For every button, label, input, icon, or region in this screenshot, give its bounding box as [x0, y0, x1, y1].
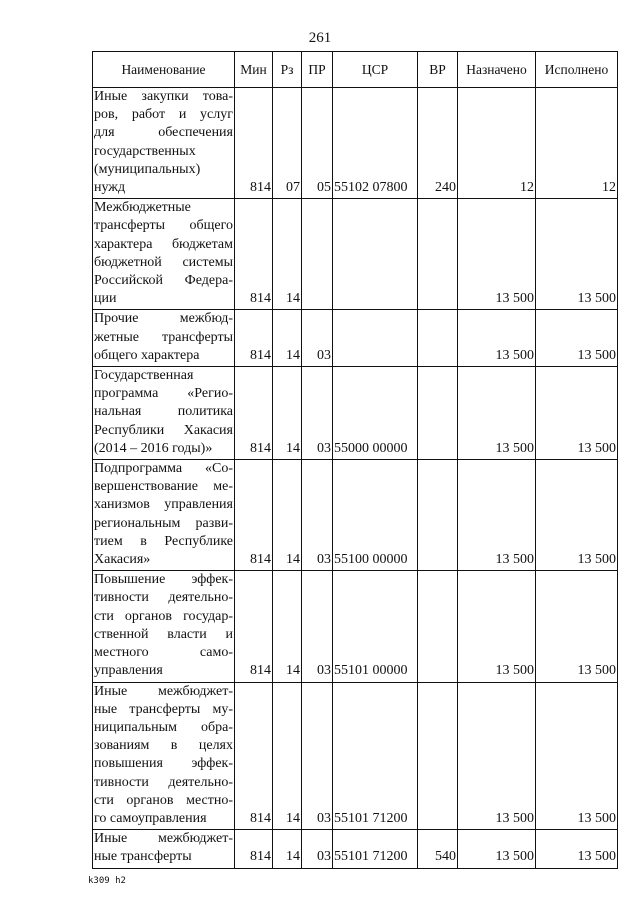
row-min-cell: 814	[235, 310, 273, 367]
row-vr-cell	[418, 310, 458, 367]
row-vr-cell: 540	[418, 830, 458, 868]
row-name-line: зованиям в целях	[94, 738, 233, 754]
table-row	[93, 571, 618, 682]
row-name-line: ные трансферты	[94, 849, 192, 865]
row-name-line: ции	[94, 291, 117, 307]
header-csr: ЦСР	[333, 52, 418, 88]
header-executed: Исполнено	[536, 52, 618, 88]
row-name-cell	[93, 367, 235, 460]
row-vr-cell	[418, 460, 458, 571]
row-name-line: местного само-	[94, 645, 233, 661]
table-row	[93, 199, 618, 310]
row-min-cell: 814	[235, 830, 273, 868]
row-name-line: ров, работ и услуг	[94, 107, 233, 123]
row-min-cell: 814	[235, 199, 273, 310]
row-assigned-cell: 12	[458, 88, 536, 199]
row-name-line: программа «Регио-	[94, 386, 233, 402]
row-assigned-cell: 13 500	[458, 830, 536, 868]
row-name-cell	[93, 460, 235, 571]
row-pr-cell: 03	[302, 571, 333, 682]
row-executed-cell: 13 500	[536, 682, 618, 830]
row-vr-cell	[418, 571, 458, 682]
row-name-line: ниципальным обра-	[94, 719, 233, 735]
row-pr-cell: 05	[302, 88, 333, 199]
row-name-line: региональным разви-	[94, 515, 233, 531]
row-name-line: (2014 – 2016 годы)»	[94, 440, 213, 456]
row-csr-cell: 55101 71200	[333, 682, 418, 830]
row-name-line: трансферты общего	[94, 218, 233, 234]
table-row	[93, 88, 618, 199]
row-min-cell: 814	[235, 682, 273, 830]
footer-code: k309 h2	[88, 876, 126, 886]
row-name-line: общего характера	[94, 347, 200, 363]
row-name-line: характера бюджетам	[94, 236, 233, 252]
row-name-cell	[93, 682, 235, 830]
row-rz-cell: 07	[273, 88, 302, 199]
row-assigned-cell: 13 500	[458, 367, 536, 460]
row-csr-cell: 55100 00000	[333, 460, 418, 571]
header-min: Мин	[235, 52, 273, 88]
row-min-cell: 814	[235, 367, 273, 460]
row-name-line: тивности деятельно-	[94, 590, 233, 606]
row-vr-cell	[418, 682, 458, 830]
row-name-line: бюджетной системы	[94, 254, 233, 270]
header-rz: Рз	[273, 52, 302, 88]
row-min-cell: 814	[235, 571, 273, 682]
row-executed-cell: 13 500	[536, 830, 618, 868]
row-vr-cell	[418, 367, 458, 460]
row-name-line: Иные межбюджет-	[94, 831, 233, 847]
row-csr-cell: 55102 07800	[333, 88, 418, 199]
row-pr-cell: 03	[302, 682, 333, 830]
row-pr-cell: 03	[302, 310, 333, 367]
row-assigned-cell: 13 500	[458, 571, 536, 682]
header-name: Наименование	[93, 52, 235, 88]
row-name-line: Хакасия»	[94, 552, 151, 568]
table-row	[93, 460, 618, 571]
table-row	[93, 830, 618, 868]
row-executed-cell: 13 500	[536, 199, 618, 310]
row-csr-cell: 55101 71200	[333, 830, 418, 868]
header-vr: ВР	[418, 52, 458, 88]
row-min-cell: 814	[235, 88, 273, 199]
row-executed-cell: 13 500	[536, 367, 618, 460]
row-name-line: сти органов местно-	[94, 792, 233, 808]
row-name-line: жетные трансферты	[94, 329, 233, 345]
row-name-line: ханизмов управления	[94, 497, 233, 513]
row-pr-cell: 03	[302, 367, 333, 460]
row-assigned-cell: 13 500	[458, 199, 536, 310]
budget-table	[92, 51, 618, 869]
row-min-cell: 814	[235, 460, 273, 571]
row-csr-cell: 55000 00000	[333, 367, 418, 460]
row-executed-cell: 13 500	[536, 460, 618, 571]
row-rz-cell: 14	[273, 199, 302, 310]
row-executed-cell: 12	[536, 88, 618, 199]
row-rz-cell: 14	[273, 571, 302, 682]
row-name-line: сти органов государ-	[94, 608, 233, 624]
row-name-line: Прочие межбюд-	[94, 311, 233, 327]
row-name-cell	[93, 571, 235, 682]
header-assigned: Назначено	[458, 52, 536, 88]
row-assigned-cell: 13 500	[458, 310, 536, 367]
row-name-line: управления	[94, 663, 163, 679]
header-pr: ПР	[302, 52, 333, 88]
table-row	[93, 367, 618, 460]
row-rz-cell: 14	[273, 460, 302, 571]
table-row	[93, 310, 618, 367]
row-name-line: государственных	[94, 143, 196, 159]
row-name-line: Иные межбюджет-	[94, 683, 233, 699]
row-rz-cell: 14	[273, 367, 302, 460]
row-name-cell	[93, 88, 235, 199]
row-csr-cell	[333, 310, 418, 367]
row-name-line: ные трансферты му-	[94, 701, 233, 717]
row-name-cell	[93, 830, 235, 868]
row-vr-cell	[418, 199, 458, 310]
page-number: 261	[308, 30, 332, 46]
row-name-line: Республики Хакасия	[94, 422, 233, 438]
table-body	[93, 88, 618, 869]
row-pr-cell: 03	[302, 830, 333, 868]
row-name-line: нальная политика	[94, 404, 233, 420]
row-name-line: Российской Федера-	[94, 273, 233, 289]
row-vr-cell: 240	[418, 88, 458, 199]
row-assigned-cell: 13 500	[458, 682, 536, 830]
row-name-line: го самоуправления	[94, 810, 207, 826]
row-name-cell	[93, 310, 235, 367]
row-name-line: тивности деятельно-	[94, 774, 233, 790]
row-csr-cell: 55101 00000	[333, 571, 418, 682]
row-name-line: тием в Республике	[94, 533, 233, 549]
row-name-line: ственной власти и	[94, 626, 233, 642]
row-name-line: Подпрограмма «Со-	[94, 461, 233, 477]
row-name-line: (муниципальных)	[94, 161, 201, 177]
row-rz-cell: 14	[273, 830, 302, 868]
row-name-cell	[93, 199, 235, 310]
row-name-line: Повышение эффек-	[94, 572, 233, 588]
row-rz-cell: 14	[273, 682, 302, 830]
row-name-line: повышения эффек-	[94, 756, 233, 772]
row-name-line: Государственная	[94, 368, 194, 384]
table-row	[93, 682, 618, 830]
row-name-line: вершенствование ме-	[94, 479, 233, 495]
row-name-line: Межбюджетные	[94, 200, 191, 216]
row-name-line: Иные закупки това-	[94, 89, 233, 104]
row-executed-cell: 13 500	[536, 310, 618, 367]
table-header-row	[93, 52, 618, 88]
row-rz-cell: 14	[273, 310, 302, 367]
row-name-line: для обеспечения	[94, 125, 233, 141]
row-csr-cell	[333, 199, 418, 310]
row-pr-cell: 03	[302, 460, 333, 571]
row-executed-cell: 13 500	[536, 571, 618, 682]
row-assigned-cell: 13 500	[458, 460, 536, 571]
row-pr-cell	[302, 199, 333, 310]
row-name-line: нужд	[94, 180, 126, 196]
